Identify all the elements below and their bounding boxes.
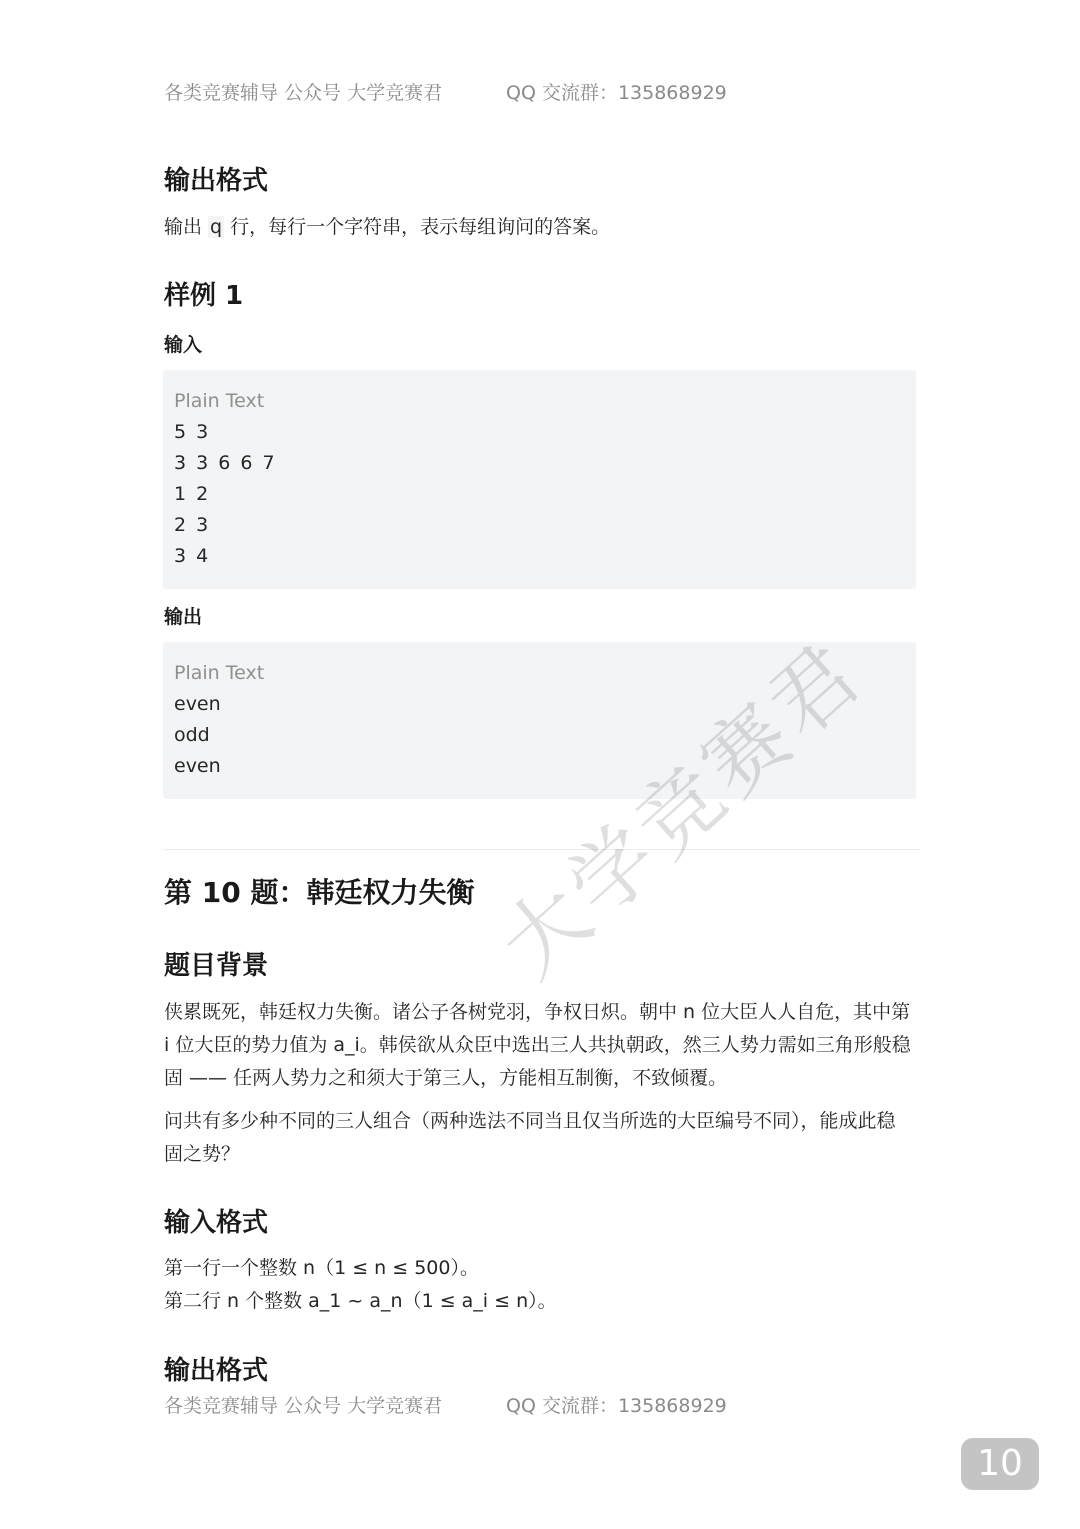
output-format-var: q — [210, 216, 223, 238]
output-format-text-after: 行，每行一个字符串，表示每组询问的答案。 — [224, 216, 611, 238]
sample-output-label: 输出 — [164, 606, 203, 628]
sample-input-code-block — [163, 370, 916, 589]
page-number-badge: 10 — [961, 1438, 1039, 1490]
code-line: 3 3 6 6 7 — [174, 452, 277, 474]
watermark: 大学竞赛君 — [482, 622, 883, 997]
code-line: 3 4 — [174, 545, 211, 567]
output-format-heading: 输出格式 — [164, 166, 269, 196]
code-line: even — [174, 755, 221, 777]
output-format-text-before: 输出 — [164, 216, 209, 238]
code-line: 2 3 — [174, 514, 211, 536]
problem-title: 第 10 题：韩廷权力失衡 — [164, 876, 475, 909]
header-qq-group: QQ 交流群：135868929 — [506, 82, 727, 104]
page-footer — [164, 1391, 727, 1418]
code-language-label: Plain Text — [174, 390, 265, 412]
background-paragraph-1: 侠累既死，韩廷权力失衡。诸公子各树党羽，争权日炽。朝中 n 位大臣人人自危，其中第 i 位大臣的势力值为 a_i。韩侯欲从众臣中选出三人共执朝政，然三人势力需如三角形般稳固 —— 任两人势力之和须大于第三人，方能相互制衡，不致倾覆。 — [164, 1001, 911, 1089]
input-format-line-2: 第二行 n 个整数 a_1 ~ a_n（1 ≤ a_i ≤ n）。 — [164, 1290, 557, 1312]
background-heading: 题目背景 — [164, 951, 269, 981]
header-left-text: 各类竞赛辅导 公众号 大学竞赛君 — [164, 82, 443, 104]
background-paragraph-2: 问共有多少种不同的三人组合（两种选法不同当且仅当所选的大臣编号不同），能成此稳固之势？ — [164, 1110, 896, 1165]
code-line: even — [174, 693, 221, 715]
footer-qq-group: QQ 交流群：135868929 — [506, 1395, 727, 1417]
page-header — [164, 78, 727, 105]
input-format-heading: 输入格式 — [164, 1208, 269, 1238]
footer-left-text: 各类竞赛辅导 公众号 大学竞赛君 — [164, 1395, 443, 1417]
code-line: odd — [174, 724, 210, 746]
output-format-text — [164, 211, 914, 244]
input-format-line-1: 第一行一个整数 n（1 ≤ n ≤ 500）。 — [164, 1257, 479, 1279]
sample-input-label: 输入 — [164, 334, 203, 356]
code-language-label: Plain Text — [174, 662, 265, 684]
code-line: 5 3 — [174, 421, 211, 443]
sample-heading: 样例 1 — [164, 281, 244, 311]
output-format-heading-2: 输出格式 — [164, 1356, 269, 1386]
code-line: 1 2 — [174, 483, 211, 505]
